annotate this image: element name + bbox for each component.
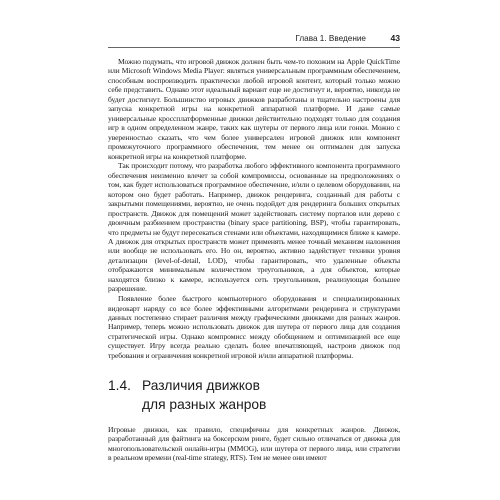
body-text <box>108 57 400 360</box>
paragraph: Можно подумать, что игровой движок должен быть чем-то похожим на Apple QuickTime или Microsoft Windows Media Player: являться универсальным программным обеспечением, способным воспроизводить практически любой игровой контент, который только можно себе представить. Однако этот идеальный вариант еще не достигнут и, вероятно, никогда не будет достигнут. Большинство игровых движков разработаны и тщательно настроены для запуска конкретной игры на конкретной аппаратной платформе. И даже самые универсальные кроссплатформенные движки действительно подходят только для создания игр в одном определенном жанре, таких как шутеры от первого лица или гонки. Можно с уверенностью сказать, что чем более универсален игровой движок или компонент промежуточного программного обеспечения, тем менее он оптимален для запуска конкретной игры на конкретной платформе. <box>108 57 400 161</box>
section-number: 1.4. <box>108 378 132 393</box>
paragraph: Появление более быстрого компьютерного оборудования и специализированных видеокарт наряду со все более эффективными алгоритмами рендеринга и структурами данных постепенно стирает различия между графическими движками для разных жанров. Например, теперь можно использовать движок для шутера от первого лица для создания стратегической игры. Однако компромисс между обобщением и оптимизацией все еще существует. Игру всегда реально сделать более впечатляющей, настроив движок под требования и ограничения конкретной игровой и/или аппаратной платформы. <box>108 294 400 360</box>
section-title-line-2: для разных жанров <box>142 397 267 412</box>
running-header <box>108 34 400 48</box>
section-heading <box>108 376 400 414</box>
paragraph: Игровые движки, как правило, специфичны для конкретных жанров. Движок, разработанный для файтинга на боксерском ринге, будет сильно отличаться от движка для многопользовательской онлайн-игры (MMOG), или шутера от первого лица, или стратегии в реальном времени (real-time strategy, RTS). Тем не менее они имеют <box>108 425 400 463</box>
paragraph: Так происходит потому, что разработка любого эффективного компонента программного обеспечения неизменно влечет за собой компромиссы, основанные на предположениях о том, как будет использоваться программное обеспечение, и/или о целевом оборудовании, на котором оно будет работать. Например, движок рендеринга, созданный для работы с закрытыми помещениями, вероятно, не очень подойдет для рендеринга больших открытых пространств. Движок для помещений может задействовать систему порталов или дерево с двоичным разбиением пространства (binary space partitioning, BSP), чтобы гарантировать, что предметы не будут пересекаться стенами или объектами, находящимися ближе к камере. А движок для открытых пространств может применять менее точный механизм наложения или вообще не использовать его. Но он, вероятно, активно задействует техники уровня детализации (level-of-detail, LOD), чтобы гарантировать, что удаленные объекты отображаются минимальным количеством треугольников, а для объектов, которые находятся близко к камере, используется сеть треугольников, реализующая большее разрешение. <box>108 161 400 294</box>
page-number: 43 <box>390 33 400 43</box>
header-rule <box>108 47 400 48</box>
section-title-line-1: Различия движков <box>142 378 260 393</box>
section-body-text <box>108 425 400 463</box>
chapter-title: Глава 1. Введение <box>295 34 366 43</box>
